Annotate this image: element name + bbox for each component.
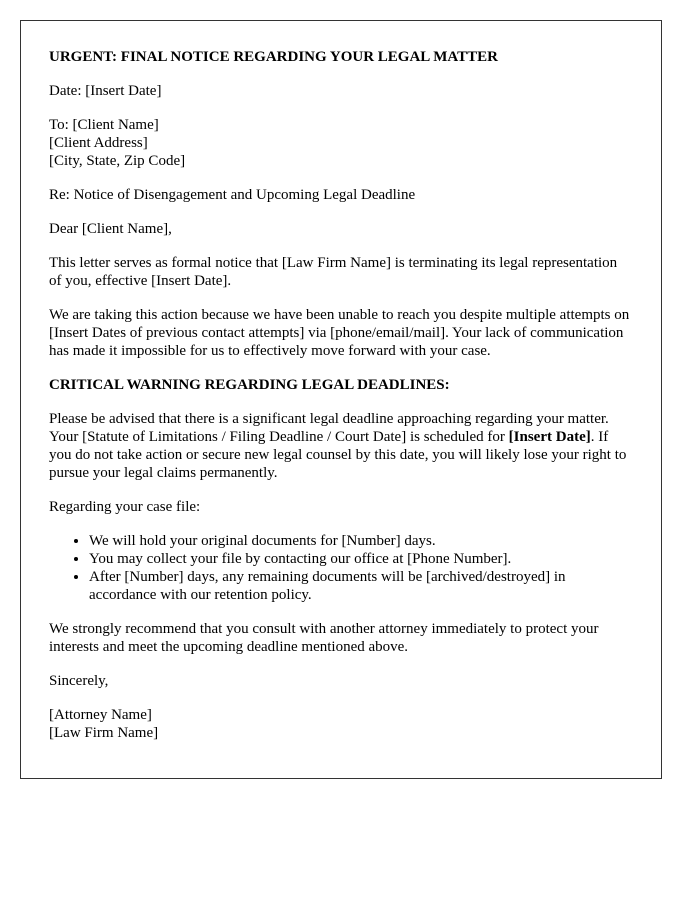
- letter-date: Date: [Insert Date]: [49, 83, 162, 99]
- case-file-intro: Regarding your case file:: [49, 499, 201, 515]
- list-item: • After [Number] days, any remaining documents will be [archived/destroyed] in accordance with our retention policy.: [89, 568, 633, 604]
- deadline-date: [Insert Date]: [508, 429, 591, 445]
- attorney-name: [Attorney Name]: [49, 707, 152, 723]
- paragraph-recommendation: We strongly recommend that you consult with another attorney immediately to protect your interests and meet the upcoming deadline mentioned above.: [49, 621, 599, 655]
- paragraph-deadline: [49, 410, 633, 482]
- deadline-text-a: Please be advised that there is a significant legal deadline approaching regarding your matter. Your [Statute of Limitations / Filing Deadline / Court Date] is scheduled for: [49, 411, 609, 445]
- recipient-name: To: [Client Name]: [49, 117, 159, 133]
- subject-line: Re: Notice of Disengagement and Upcoming Legal Deadline: [49, 187, 416, 203]
- list-item: • You may collect your file by contacting our office at [Phone Number].: [89, 550, 633, 568]
- recipient-city: [City, State, Zip Code]: [49, 153, 186, 169]
- paragraph-reason: We are taking this action because we have been unable to reach you despite multiple attempts on [Insert Dates of previous contact attempts] via [phone/email/mail]. Your lack of communication has made it impossible for us to effectively move forward with your case.: [49, 307, 630, 359]
- salutation: Dear [Client Name],: [49, 221, 172, 237]
- signature-block: [49, 706, 633, 742]
- law-firm-name: [Law Firm Name]: [49, 725, 159, 741]
- paragraph-termination: This letter serves as formal notice that [Law Firm Name] is terminating its legal representation of you, effective [Insert Date].: [49, 255, 618, 289]
- deadline-text-b: . If you do not take action or secure new legal counsel by this date, you will likely lose your right to pursue your legal claims permanently.: [49, 429, 627, 481]
- case-file-list: [49, 532, 633, 604]
- recipient-block: [49, 116, 633, 170]
- recipient-address: [Client Address]: [49, 135, 148, 151]
- letter-title: URGENT: FINAL NOTICE REGARDING YOUR LEGAL MATTER: [49, 49, 498, 65]
- warning-heading: CRITICAL WARNING REGARDING LEGAL DEADLINES:: [49, 377, 450, 393]
- list-item: • We will hold your original documents for [Number] days.: [89, 532, 633, 550]
- closing: Sincerely,: [49, 673, 109, 689]
- letter: [20, 20, 662, 779]
